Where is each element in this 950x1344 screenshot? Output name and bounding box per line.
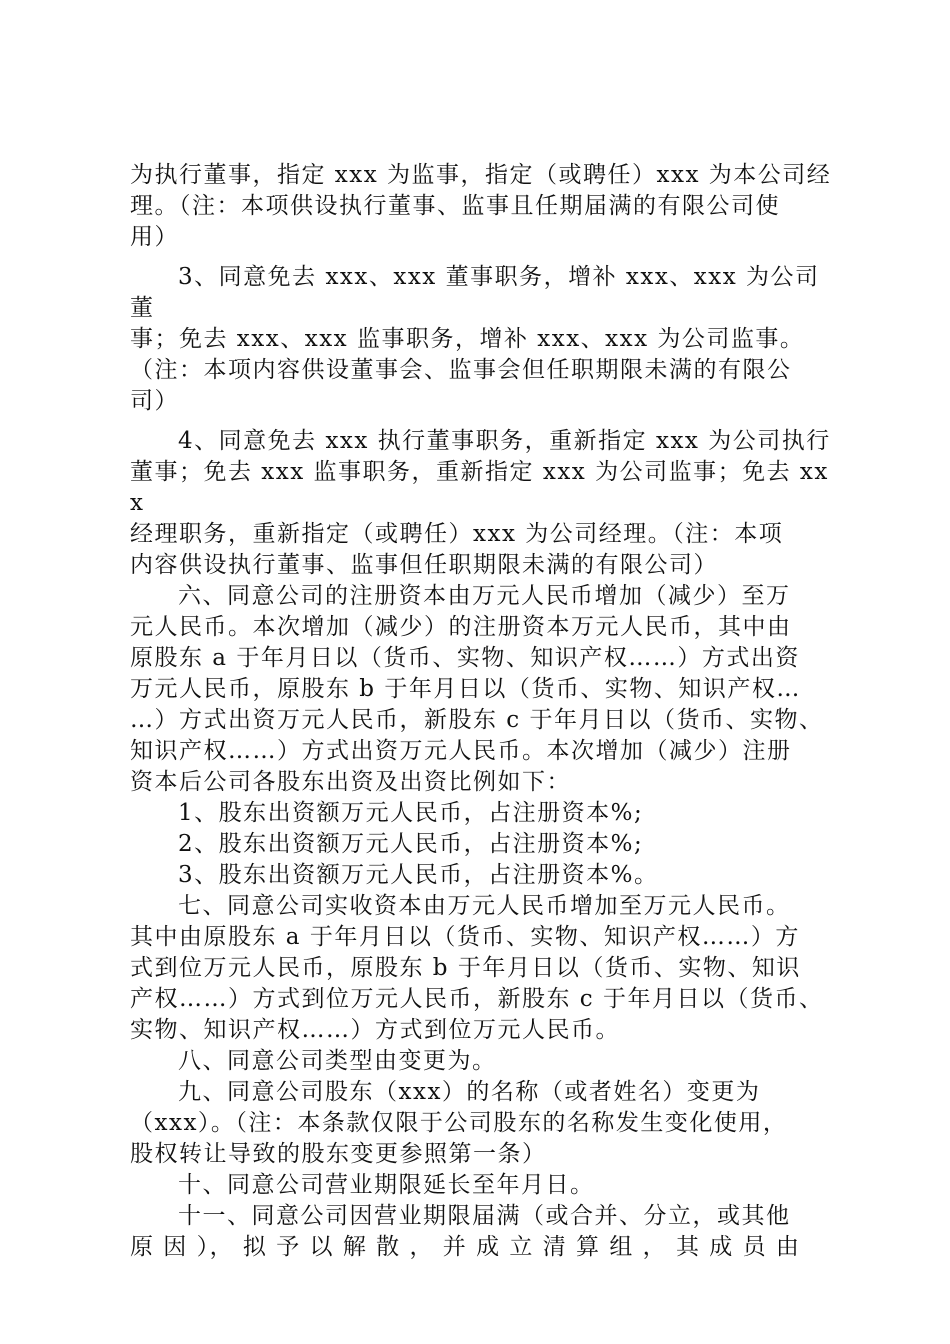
paragraph-shareholder-2: 2、股东出资额万元人民币，占注册资本%;: [178, 831, 644, 857]
document-body: [130, 160, 835, 1263]
paragraph-shareholder-3: 3、股东出资额万元人民币，占注册资本%。: [178, 862, 659, 888]
paragraph-section-11: 十一、同意公司因营业期限届满（或合并、分立，或其他 原 因 ）， 拟 予 以 解 散 ， 并 成 立 清 算 组 ， 其 成 员 由: [130, 1203, 801, 1260]
paragraph-section-8: 八、同意公司类型由变更为。: [178, 1048, 497, 1074]
paragraph-continued-director: 为执行董事，指定 xxx 为监事，指定（或聘任）xxx 为本公司经 理。（注：本项供设执行董事、监事且任期届满的有限公司使 用）: [130, 162, 832, 250]
paragraph-shareholder-1: 1、股东出资额万元人民币，占注册资本%;: [178, 800, 644, 826]
paragraph-section-10: 十、同意公司营业期限延长至年月日。: [178, 1172, 595, 1198]
paragraph-section-6: 六、同意公司的注册资本由万元人民币增加（减少）至万 元人民币。本次增加（减少）的注册资本万元人民币，其中由 原股东 a 于年月日以（货币、实物、知识产权……）方式出资 万元人民币，原股东 b 于年月日以（货币、实物、知识产权… …）方式出资万元人民币，新股东 c 于年月日以（货币、实物、 知识产权……）方式出资万元人民币。本次增加（减少）注册 资本后公司各股东出资及出资比例如下：: [130, 583, 824, 795]
paragraph-section-7: 七、同意公司实收资本由万元人民币增加至万元人民币。 其中由原股东 a 于年月日以（货币、实物、知识产权……）方 式到位万元人民币，原股东 b 于年月日以（货币、实物、知识 产权……）方式到位万元人民币，新股东 c 于年月日以（货币、 实物、知识产权……）方式到位万元人民币。: [130, 893, 824, 1043]
paragraph-item-3: 3、同意免去 xxx、xxx 董事职务，增补 xxx、xxx 为公司董 事；免去 xxx、xxx 监事职务，增补 xxx、xxx 为公司监事。 （注：本项内容供设董事会、监事会但任职期限未满的有限公 司）: [130, 264, 820, 414]
paragraph-item-4: 4、同意免去 xxx 执行董事职务，重新指定 xxx 为公司执行 董事；免去 xxx 监事职务，重新指定 xxx 为公司监事；免去 xxx 经理职务，重新指定（或聘任）xxx 为公司经理。（注：本项 内容供设执行董事、监事但任职期限未满的有限公司）: [130, 428, 831, 578]
paragraph-section-9: 九、同意公司股东（xxx）的名称（或者姓名）变更为 （xxx）。（注：本条款仅限于公司股东的名称发生变化使用， 股权转让导致的股东变更参照第一条）: [130, 1079, 788, 1167]
